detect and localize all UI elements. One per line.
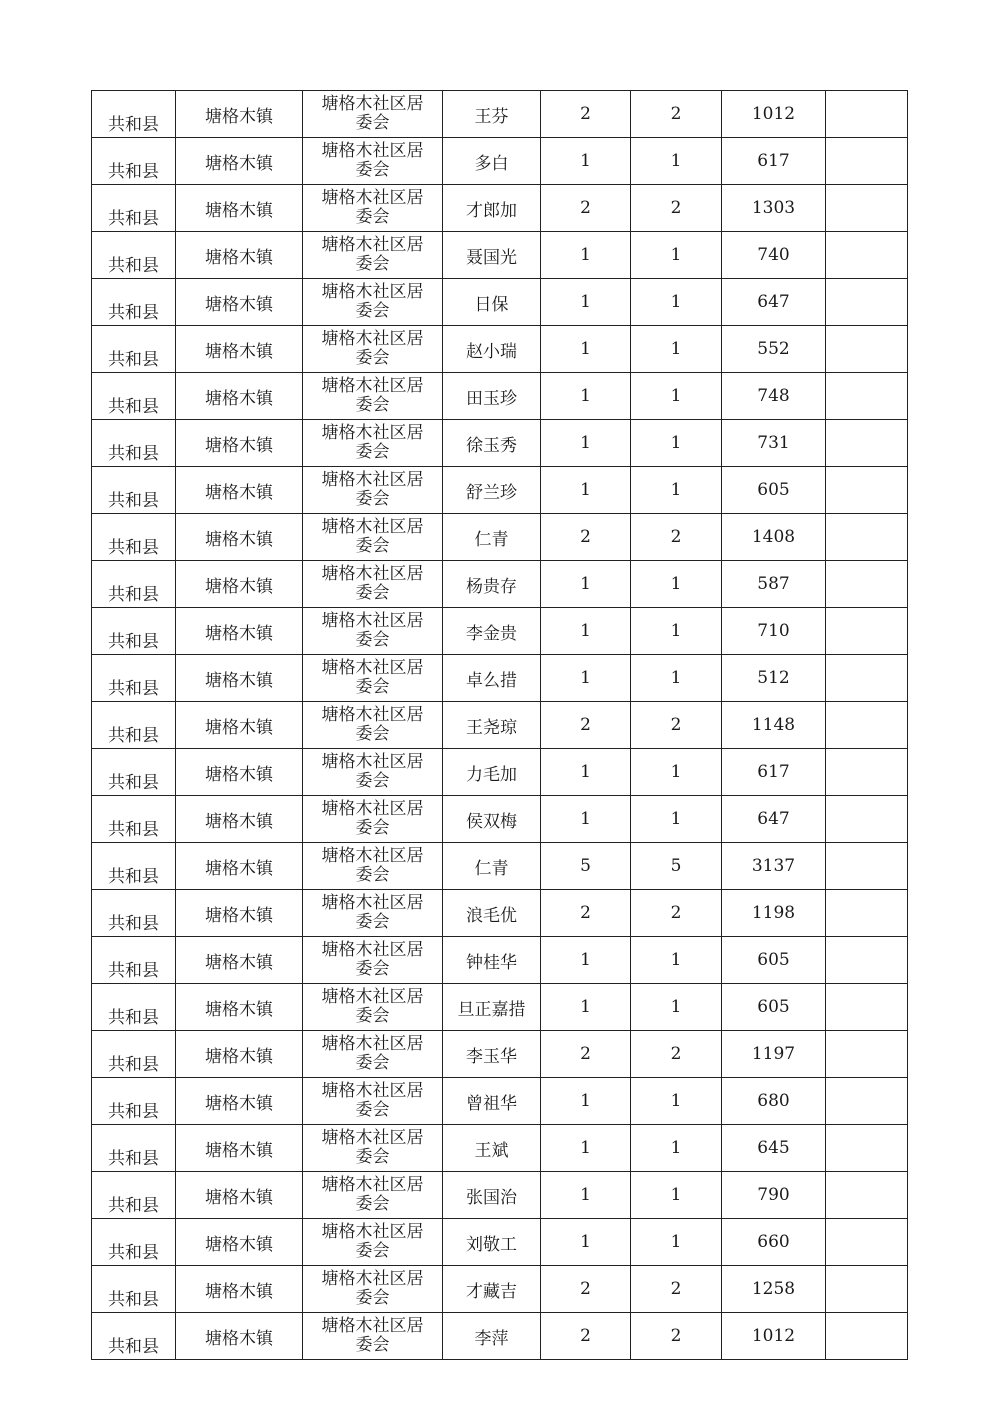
amount-cell: 605 (722, 937, 826, 984)
committee-cell (303, 937, 443, 984)
name-cell: 刘敬工 (443, 1219, 541, 1266)
name-cell: 杨贵存 (443, 561, 541, 608)
name-cell: 李玉华 (443, 1031, 541, 1078)
note-cell (826, 232, 908, 279)
note-cell (826, 373, 908, 420)
county-cell: 共和县 (92, 843, 176, 890)
amount-cell: 680 (722, 1078, 826, 1125)
note-cell (826, 1031, 908, 1078)
amount-cell: 731 (722, 420, 826, 467)
count-a-cell: 2 (541, 890, 631, 937)
committee-line-2: 委会 (355, 113, 390, 133)
count-a-cell: 1 (541, 138, 631, 185)
count-a-cell: 1 (541, 608, 631, 655)
amount-cell: 512 (722, 655, 826, 702)
note-cell (826, 514, 908, 561)
name-cell: 钟桂华 (443, 937, 541, 984)
name-cell: 仁青 (443, 514, 541, 561)
count-b-cell: 1 (631, 608, 722, 655)
committee-cell (303, 561, 443, 608)
county-cell: 共和县 (92, 1078, 176, 1125)
note-cell (826, 655, 908, 702)
count-a-cell: 1 (541, 326, 631, 373)
town-cell: 塘格木镇 (176, 279, 303, 326)
note-cell (826, 279, 908, 326)
committee-line-2: 委会 (355, 536, 390, 556)
name-cell: 仁青 (443, 843, 541, 890)
county-cell: 共和县 (92, 608, 176, 655)
committee-line-1: 塘格木社区居 (321, 188, 424, 208)
committee-cell (303, 702, 443, 749)
count-b-cell: 2 (631, 1031, 722, 1078)
amount-cell: 1012 (722, 1313, 826, 1360)
committee-line-1: 塘格木社区居 (321, 1269, 424, 1289)
county-cell: 共和县 (92, 514, 176, 561)
note-cell (826, 843, 908, 890)
count-a-cell: 1 (541, 655, 631, 702)
table-row (92, 608, 908, 655)
note-cell (826, 91, 908, 138)
committee-line-1: 塘格木社区居 (321, 752, 424, 772)
committee-line-2: 委会 (355, 395, 390, 415)
name-cell: 曾祖华 (443, 1078, 541, 1125)
count-b-cell: 2 (631, 1266, 722, 1313)
town-cell: 塘格木镇 (176, 1078, 303, 1125)
amount-cell: 1197 (722, 1031, 826, 1078)
amount-cell: 617 (722, 749, 826, 796)
town-cell: 塘格木镇 (176, 91, 303, 138)
county-cell: 共和县 (92, 467, 176, 514)
town-cell: 塘格木镇 (176, 373, 303, 420)
committee-line-2: 委会 (355, 1053, 390, 1073)
name-cell: 浪毛优 (443, 890, 541, 937)
town-cell: 塘格木镇 (176, 232, 303, 279)
count-a-cell: 2 (541, 185, 631, 232)
name-cell: 王斌 (443, 1125, 541, 1172)
note-cell (826, 185, 908, 232)
name-cell: 力毛加 (443, 749, 541, 796)
town-cell: 塘格木镇 (176, 1125, 303, 1172)
county-cell: 共和县 (92, 655, 176, 702)
count-a-cell: 1 (541, 984, 631, 1031)
table-row (92, 796, 908, 843)
committee-cell (303, 326, 443, 373)
committee-line-1: 塘格木社区居 (321, 611, 424, 631)
name-cell: 张国治 (443, 1172, 541, 1219)
note-cell (826, 138, 908, 185)
table-row (92, 1313, 908, 1360)
committee-line-1: 塘格木社区居 (321, 94, 424, 114)
amount-cell: 617 (722, 138, 826, 185)
table-row (92, 890, 908, 937)
note-cell (826, 561, 908, 608)
table-row (92, 843, 908, 890)
name-cell: 卓么措 (443, 655, 541, 702)
count-a-cell: 1 (541, 796, 631, 843)
amount-cell: 710 (722, 608, 826, 655)
county-cell: 共和县 (92, 561, 176, 608)
county-cell: 共和县 (92, 984, 176, 1031)
count-a-cell: 1 (541, 749, 631, 796)
name-cell: 李金贵 (443, 608, 541, 655)
table-row (92, 702, 908, 749)
count-b-cell: 1 (631, 1172, 722, 1219)
note-cell (826, 796, 908, 843)
committee-line-2: 委会 (355, 301, 390, 321)
county-cell: 共和县 (92, 796, 176, 843)
committee-line-2: 委会 (355, 1194, 390, 1214)
county-cell: 共和县 (92, 1313, 176, 1360)
amount-cell: 3137 (722, 843, 826, 890)
amount-cell: 587 (722, 561, 826, 608)
table-row (92, 561, 908, 608)
committee-line-2: 委会 (355, 1288, 390, 1308)
committee-line-2: 委会 (355, 959, 390, 979)
count-a-cell: 2 (541, 702, 631, 749)
count-b-cell: 2 (631, 185, 722, 232)
table-row (92, 1266, 908, 1313)
town-cell: 塘格木镇 (176, 796, 303, 843)
table-row (92, 138, 908, 185)
name-cell: 李萍 (443, 1313, 541, 1360)
amount-cell: 1408 (722, 514, 826, 561)
table-row (92, 749, 908, 796)
note-cell (826, 1172, 908, 1219)
count-a-cell: 1 (541, 1125, 631, 1172)
table-row (92, 467, 908, 514)
committee-line-2: 委会 (355, 1241, 390, 1261)
table-row (92, 1172, 908, 1219)
amount-cell: 660 (722, 1219, 826, 1266)
note-cell (826, 326, 908, 373)
count-a-cell: 1 (541, 279, 631, 326)
committee-line-1: 塘格木社区居 (321, 235, 424, 255)
count-b-cell: 1 (631, 326, 722, 373)
count-b-cell: 1 (631, 561, 722, 608)
county-cell: 共和县 (92, 1266, 176, 1313)
town-cell: 塘格木镇 (176, 984, 303, 1031)
committee-line-1: 塘格木社区居 (321, 1222, 424, 1242)
name-cell: 王芬 (443, 91, 541, 138)
count-b-cell: 1 (631, 373, 722, 420)
count-a-cell: 1 (541, 373, 631, 420)
town-cell: 塘格木镇 (176, 749, 303, 796)
count-a-cell: 1 (541, 1219, 631, 1266)
relief-roster-table (91, 90, 908, 1360)
count-a-cell: 2 (541, 1313, 631, 1360)
committee-cell (303, 843, 443, 890)
note-cell (826, 984, 908, 1031)
count-b-cell: 1 (631, 796, 722, 843)
committee-line-2: 委会 (355, 724, 390, 744)
county-cell: 共和县 (92, 1219, 176, 1266)
table-row (92, 279, 908, 326)
name-cell: 王尧琼 (443, 702, 541, 749)
committee-cell (303, 279, 443, 326)
count-b-cell: 1 (631, 984, 722, 1031)
committee-cell (303, 655, 443, 702)
committee-cell (303, 1219, 443, 1266)
table-row (92, 420, 908, 467)
count-b-cell: 1 (631, 420, 722, 467)
note-cell (826, 467, 908, 514)
count-a-cell: 2 (541, 91, 631, 138)
committee-line-1: 塘格木社区居 (321, 1034, 424, 1054)
amount-cell: 1258 (722, 1266, 826, 1313)
town-cell: 塘格木镇 (176, 843, 303, 890)
committee-cell (303, 232, 443, 279)
committee-line-2: 委会 (355, 630, 390, 650)
committee-line-2: 委会 (355, 1100, 390, 1120)
committee-line-1: 塘格木社区居 (321, 423, 424, 443)
committee-cell (303, 91, 443, 138)
table-row (92, 232, 908, 279)
county-cell: 共和县 (92, 890, 176, 937)
committee-cell (303, 420, 443, 467)
county-cell: 共和县 (92, 702, 176, 749)
committee-line-2: 委会 (355, 1335, 390, 1355)
county-cell: 共和县 (92, 937, 176, 984)
county-cell: 共和县 (92, 749, 176, 796)
committee-cell (303, 749, 443, 796)
committee-cell (303, 467, 443, 514)
town-cell: 塘格木镇 (176, 702, 303, 749)
committee-line-1: 塘格木社区居 (321, 564, 424, 584)
count-a-cell: 1 (541, 561, 631, 608)
committee-cell (303, 1313, 443, 1360)
table-row (92, 326, 908, 373)
amount-cell: 1148 (722, 702, 826, 749)
note-cell (826, 890, 908, 937)
committee-line-2: 委会 (355, 348, 390, 368)
table-row (92, 1078, 908, 1125)
note-cell (826, 420, 908, 467)
town-cell: 塘格木镇 (176, 185, 303, 232)
town-cell: 塘格木镇 (176, 890, 303, 937)
count-a-cell: 2 (541, 514, 631, 561)
committee-cell (303, 890, 443, 937)
committee-line-1: 塘格木社区居 (321, 799, 424, 819)
count-a-cell: 1 (541, 420, 631, 467)
committee-line-2: 委会 (355, 818, 390, 838)
county-cell: 共和县 (92, 91, 176, 138)
committee-cell (303, 373, 443, 420)
name-cell: 赵小瑞 (443, 326, 541, 373)
amount-cell: 1012 (722, 91, 826, 138)
committee-cell (303, 1172, 443, 1219)
count-b-cell: 1 (631, 138, 722, 185)
table-body (92, 91, 908, 1360)
name-cell: 旦正嘉措 (443, 984, 541, 1031)
committee-line-2: 委会 (355, 442, 390, 462)
town-cell: 塘格木镇 (176, 420, 303, 467)
town-cell: 塘格木镇 (176, 514, 303, 561)
committee-line-1: 塘格木社区居 (321, 517, 424, 537)
name-cell: 日保 (443, 279, 541, 326)
county-cell: 共和县 (92, 185, 176, 232)
table-row (92, 185, 908, 232)
amount-cell: 605 (722, 984, 826, 1031)
table-row (92, 655, 908, 702)
count-a-cell: 1 (541, 467, 631, 514)
name-cell: 徐玉秀 (443, 420, 541, 467)
town-cell: 塘格木镇 (176, 937, 303, 984)
committee-line-2: 委会 (355, 1006, 390, 1026)
count-b-cell: 1 (631, 467, 722, 514)
count-a-cell: 2 (541, 1031, 631, 1078)
count-b-cell: 1 (631, 937, 722, 984)
name-cell: 侯双梅 (443, 796, 541, 843)
county-cell: 共和县 (92, 1125, 176, 1172)
committee-cell (303, 608, 443, 655)
note-cell (826, 608, 908, 655)
name-cell: 聂国光 (443, 232, 541, 279)
town-cell: 塘格木镇 (176, 467, 303, 514)
town-cell: 塘格木镇 (176, 1219, 303, 1266)
table-row (92, 984, 908, 1031)
committee-line-1: 塘格木社区居 (321, 940, 424, 960)
count-b-cell: 1 (631, 232, 722, 279)
county-cell: 共和县 (92, 232, 176, 279)
committee-cell (303, 185, 443, 232)
amount-cell: 790 (722, 1172, 826, 1219)
committee-line-2: 委会 (355, 160, 390, 180)
committee-line-2: 委会 (355, 207, 390, 227)
committee-line-2: 委会 (355, 865, 390, 885)
amount-cell: 740 (722, 232, 826, 279)
committee-line-1: 塘格木社区居 (321, 893, 424, 913)
table-row (92, 514, 908, 561)
town-cell: 塘格木镇 (176, 608, 303, 655)
committee-cell (303, 796, 443, 843)
amount-cell: 647 (722, 796, 826, 843)
amount-cell: 645 (722, 1125, 826, 1172)
committee-line-1: 塘格木社区居 (321, 1128, 424, 1148)
name-cell: 才郎加 (443, 185, 541, 232)
count-b-cell: 1 (631, 655, 722, 702)
count-b-cell: 1 (631, 1078, 722, 1125)
committee-line-1: 塘格木社区居 (321, 705, 424, 725)
town-cell: 塘格木镇 (176, 561, 303, 608)
committee-cell (303, 1266, 443, 1313)
count-a-cell: 1 (541, 937, 631, 984)
committee-line-1: 塘格木社区居 (321, 329, 424, 349)
committee-line-2: 委会 (355, 771, 390, 791)
table-row (92, 1031, 908, 1078)
table-row (92, 373, 908, 420)
committee-line-1: 塘格木社区居 (321, 1316, 424, 1336)
committee-line-2: 委会 (355, 677, 390, 697)
count-b-cell: 2 (631, 514, 722, 561)
committee-cell (303, 1031, 443, 1078)
table-row (92, 91, 908, 138)
committee-line-1: 塘格木社区居 (321, 658, 424, 678)
committee-line-1: 塘格木社区居 (321, 1081, 424, 1101)
town-cell: 塘格木镇 (176, 138, 303, 185)
committee-line-2: 委会 (355, 254, 390, 274)
count-b-cell: 1 (631, 1125, 722, 1172)
town-cell: 塘格木镇 (176, 1172, 303, 1219)
committee-line-1: 塘格木社区居 (321, 141, 424, 161)
committee-cell (303, 514, 443, 561)
amount-cell: 605 (722, 467, 826, 514)
committee-cell (303, 1078, 443, 1125)
count-b-cell: 2 (631, 1313, 722, 1360)
committee-line-1: 塘格木社区居 (321, 1175, 424, 1195)
committee-line-1: 塘格木社区居 (321, 846, 424, 866)
county-cell: 共和县 (92, 420, 176, 467)
committee-cell (303, 138, 443, 185)
amount-cell: 647 (722, 279, 826, 326)
county-cell: 共和县 (92, 326, 176, 373)
committee-line-2: 委会 (355, 912, 390, 932)
note-cell (826, 1219, 908, 1266)
name-cell: 多白 (443, 138, 541, 185)
committee-line-1: 塘格木社区居 (321, 376, 424, 396)
committee-cell (303, 984, 443, 1031)
count-b-cell: 5 (631, 843, 722, 890)
table-row (92, 1125, 908, 1172)
name-cell: 才藏吉 (443, 1266, 541, 1313)
county-cell: 共和县 (92, 1172, 176, 1219)
county-cell: 共和县 (92, 138, 176, 185)
count-a-cell: 1 (541, 1172, 631, 1219)
town-cell: 塘格木镇 (176, 1313, 303, 1360)
committee-cell (303, 1125, 443, 1172)
committee-line-2: 委会 (355, 489, 390, 509)
table-row (92, 937, 908, 984)
amount-cell: 1198 (722, 890, 826, 937)
amount-cell: 748 (722, 373, 826, 420)
count-b-cell: 2 (631, 702, 722, 749)
note-cell (826, 1266, 908, 1313)
note-cell (826, 1313, 908, 1360)
county-cell: 共和县 (92, 279, 176, 326)
note-cell (826, 937, 908, 984)
count-a-cell: 1 (541, 232, 631, 279)
name-cell: 田玉珍 (443, 373, 541, 420)
committee-line-1: 塘格木社区居 (321, 987, 424, 1007)
name-cell: 舒兰珍 (443, 467, 541, 514)
count-b-cell: 2 (631, 890, 722, 937)
note-cell (826, 749, 908, 796)
count-a-cell: 2 (541, 1266, 631, 1313)
committee-line-2: 委会 (355, 1147, 390, 1167)
count-b-cell: 1 (631, 279, 722, 326)
county-cell: 共和县 (92, 373, 176, 420)
committee-line-2: 委会 (355, 583, 390, 603)
amount-cell: 552 (722, 326, 826, 373)
town-cell: 塘格木镇 (176, 326, 303, 373)
amount-cell: 1303 (722, 185, 826, 232)
table-row (92, 1219, 908, 1266)
town-cell: 塘格木镇 (176, 655, 303, 702)
count-b-cell: 1 (631, 749, 722, 796)
county-cell: 共和县 (92, 1031, 176, 1078)
committee-line-1: 塘格木社区居 (321, 282, 424, 302)
count-b-cell: 1 (631, 1219, 722, 1266)
count-b-cell: 2 (631, 91, 722, 138)
count-a-cell: 5 (541, 843, 631, 890)
count-a-cell: 1 (541, 1078, 631, 1125)
note-cell (826, 1125, 908, 1172)
committee-line-1: 塘格木社区居 (321, 470, 424, 490)
town-cell: 塘格木镇 (176, 1031, 303, 1078)
note-cell (826, 702, 908, 749)
note-cell (826, 1078, 908, 1125)
town-cell: 塘格木镇 (176, 1266, 303, 1313)
